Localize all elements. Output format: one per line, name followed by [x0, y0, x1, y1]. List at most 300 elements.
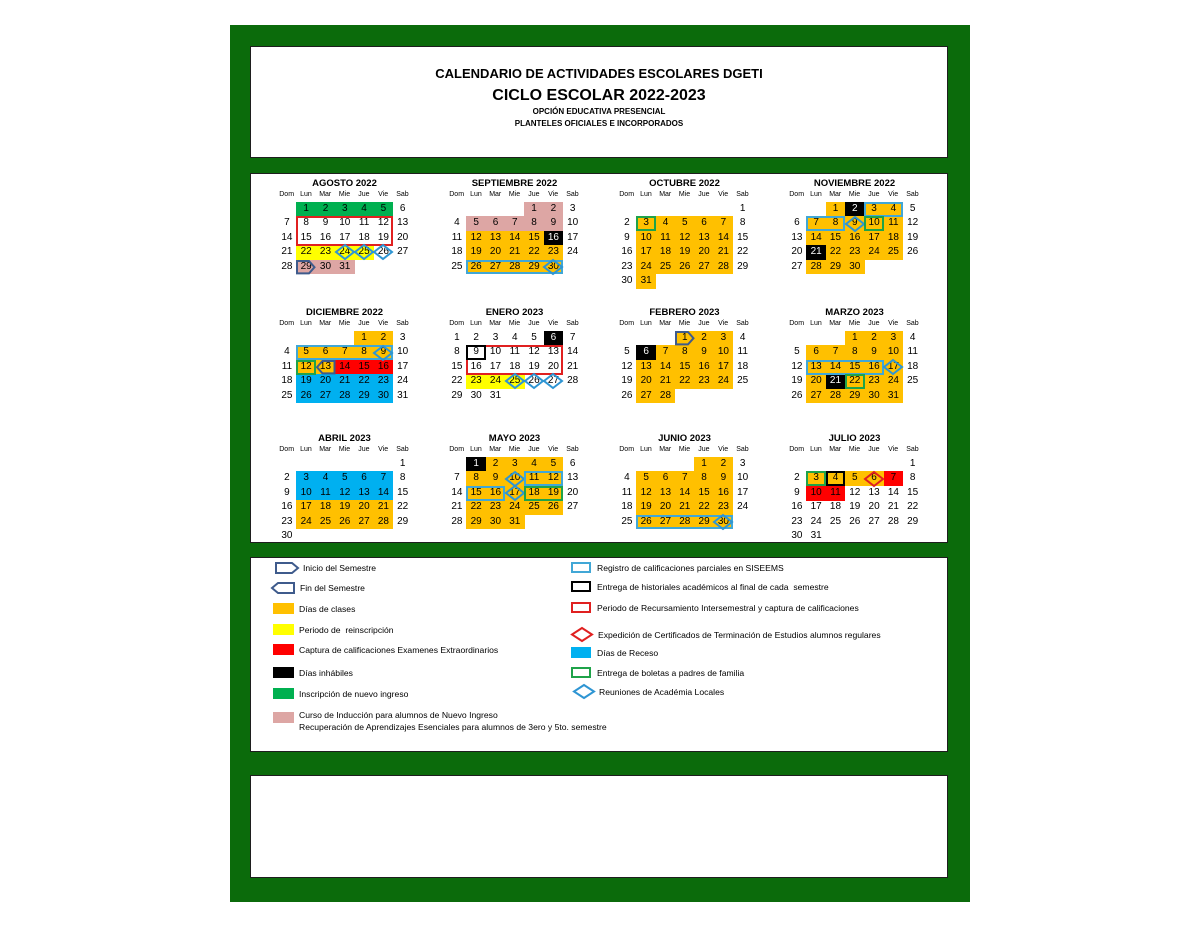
weekday-label: Lun	[300, 446, 312, 453]
weekday-label: Mie	[508, 446, 521, 453]
day-cell: 17	[489, 360, 502, 372]
day-cell: 30	[470, 389, 482, 401]
weekday-label: Mar	[829, 320, 842, 327]
day-cell: 19	[621, 375, 633, 387]
day-cell: 16	[714, 486, 734, 501]
day-cell: 10	[339, 217, 351, 229]
diamond-icon	[373, 244, 393, 260]
day-cell: 7	[884, 471, 904, 486]
day-cell: 16	[864, 360, 884, 375]
day-cell: 4	[656, 216, 676, 231]
day-cell: 18	[316, 500, 336, 515]
weekday-label: Vie	[718, 191, 729, 198]
weekday-label: Mie	[848, 446, 861, 453]
day-cell: 31	[810, 530, 822, 541]
month-block	[447, 178, 582, 288]
day-cell: 5	[531, 332, 537, 343]
day-cell: 11	[737, 346, 748, 358]
day-cell: 7	[505, 216, 525, 231]
day-cell: 22	[296, 245, 316, 260]
weekday-label: Dom	[619, 320, 635, 327]
weekday-label: Mar	[489, 446, 502, 453]
day-cell: 23	[374, 374, 394, 389]
month-title: JULIO 2023	[828, 433, 881, 444]
legend-label: Reuniones de Académia Locales	[599, 687, 725, 697]
day-cell: 5	[335, 471, 355, 486]
day-cell: 12	[907, 217, 919, 229]
day-cell: 22	[466, 500, 486, 515]
month-block	[617, 178, 752, 288]
day-cell: 11	[826, 486, 846, 501]
day-cell: 25	[281, 389, 293, 401]
red-swatch-icon	[273, 644, 294, 655]
weekday-label: Jue	[698, 191, 710, 198]
outline-box-marker	[296, 360, 316, 375]
day-cell: 11	[358, 217, 370, 229]
day-cell: 8	[675, 345, 695, 360]
day-cell: 23	[694, 374, 714, 389]
day-cell: 10	[397, 346, 409, 358]
day-cell: 15	[845, 360, 865, 375]
day-cell: 24	[486, 374, 506, 389]
day-cell: 9	[486, 471, 506, 486]
day-cell: 13	[486, 231, 506, 246]
educational-option: OPCIÓN EDUCATIVA PRESENCIAL	[532, 107, 666, 116]
day-cell: 15	[451, 360, 463, 372]
outline-box-marker	[466, 345, 486, 360]
day-cell: 10	[864, 216, 884, 231]
day-cell: 14	[567, 346, 579, 358]
weekday-label: Jue	[528, 320, 540, 327]
day-cell: 21	[656, 374, 676, 389]
day-cell: 26	[636, 515, 656, 530]
weekday-label: Sab	[736, 191, 749, 198]
weekday-label: Dom	[449, 191, 465, 198]
weekday-label: Mar	[829, 191, 842, 198]
day-cell: 19	[849, 501, 861, 513]
day-cell: 9	[284, 486, 290, 498]
day-cell: 17	[884, 360, 904, 375]
legend-label: Inscripción de nuevo ingreso	[299, 689, 409, 699]
day-cell: 13	[636, 360, 656, 375]
day-cell: 12	[335, 486, 355, 501]
day-cell: 1	[354, 331, 374, 346]
start-arrow-icon	[296, 260, 316, 274]
day-cell: 4	[512, 332, 518, 343]
day-cell: 27	[806, 389, 826, 404]
weekday-label: Vie	[378, 446, 389, 453]
day-cell: 21	[567, 360, 579, 372]
weekday-label: Mar	[659, 191, 672, 198]
day-cell: 5	[374, 202, 394, 217]
day-cell: 15	[397, 486, 409, 498]
day-cell: 6	[794, 217, 800, 229]
day-cell: 21	[281, 246, 293, 258]
day-cell: 18	[737, 360, 749, 372]
day-cell: 17	[714, 360, 734, 375]
day-cell: 6	[694, 216, 714, 231]
weekday-label: Sab	[736, 320, 749, 327]
day-cell: 16	[470, 360, 482, 372]
day-cell: 25	[354, 245, 374, 260]
blue-diamond-icon	[573, 684, 595, 699]
day-cell: 25	[505, 374, 525, 389]
day-cell: 4	[316, 471, 336, 486]
day-cell: 2	[316, 202, 336, 217]
blank-notes-box	[250, 775, 948, 878]
day-cell: 29	[354, 389, 374, 404]
diamond-icon	[543, 259, 563, 275]
weekday-label: Sab	[566, 446, 579, 453]
day-cell: 22	[451, 375, 463, 387]
blue-swatch-icon	[571, 647, 591, 658]
day-cell: 12	[528, 346, 540, 358]
day-cell: 3	[739, 458, 746, 469]
day-cell: 19	[466, 245, 486, 260]
day-cell: 5	[675, 216, 695, 231]
day-cell: 21	[826, 374, 846, 389]
legend-label: Expedición de Certificados de Terminación de Estudios alumnos regulares	[598, 630, 881, 640]
weekday-label: Vie	[378, 320, 389, 327]
month-block	[447, 307, 582, 417]
day-cell: 7	[826, 345, 846, 360]
weekday-label: Lun	[470, 320, 482, 327]
yellow-swatch-icon	[273, 624, 294, 635]
day-cell: 3	[806, 471, 826, 486]
day-cell: 31	[636, 274, 656, 289]
day-cell: 9	[714, 471, 734, 486]
day-cell: 2	[694, 331, 714, 346]
day-cell: 21	[335, 374, 355, 389]
day-cell: 17	[864, 231, 884, 246]
legend	[250, 557, 948, 752]
day-cell: 28	[451, 515, 463, 527]
day-cell: 3	[505, 457, 525, 472]
day-cell: 13	[397, 217, 409, 229]
day-cell: 4	[354, 202, 374, 217]
day-cell: 12	[296, 360, 316, 375]
day-cell: 3	[296, 471, 316, 486]
legend-label: Inicio del Semestre	[303, 563, 377, 573]
day-cell: 15	[694, 486, 714, 501]
outline-box-marker	[524, 471, 563, 486]
weekday-label: Dom	[449, 320, 465, 327]
day-cell: 21	[505, 245, 525, 260]
outline-box-marker	[636, 216, 656, 231]
day-cell: 11	[621, 486, 633, 498]
day-cell: 2	[544, 202, 564, 217]
day-cell: 6	[636, 345, 656, 360]
day-cell: 18	[524, 486, 544, 501]
day-cell: 17	[810, 501, 822, 513]
day-cell: 16	[281, 501, 293, 513]
day-cell: 15	[354, 360, 374, 375]
weekday-label: Lun	[300, 320, 312, 327]
weekday-label: Dom	[619, 446, 635, 453]
day-cell: 30	[845, 260, 865, 275]
weekday-label: Jue	[528, 446, 540, 453]
day-cell: 25	[656, 260, 676, 275]
weekday-label: Dom	[279, 320, 295, 327]
day-cell: 25	[316, 515, 336, 530]
day-cell: 25	[829, 515, 842, 527]
day-cell: 3	[884, 331, 904, 346]
day-cell: 8	[454, 346, 460, 358]
weekday-label: Jue	[868, 191, 880, 198]
day-cell: 9	[624, 231, 630, 243]
day-cell: 20	[486, 245, 506, 260]
diamond-icon	[505, 485, 525, 501]
day-cell: 4	[739, 332, 746, 343]
diamond-icon	[883, 359, 903, 375]
day-cell: 16	[319, 231, 332, 243]
month-block	[277, 433, 412, 543]
day-cell: 29	[397, 515, 409, 527]
day-cell: 22	[826, 245, 846, 260]
weekday-label: Vie	[548, 446, 559, 453]
day-cell: 20	[656, 500, 676, 515]
red-outline-box-icon	[571, 602, 591, 613]
day-cell: 23	[486, 500, 506, 515]
weekday-label: Sab	[396, 446, 409, 453]
day-cell: 1	[296, 202, 316, 217]
month-title: SEPTIEMBRE 2022	[471, 178, 558, 189]
day-cell: 8	[524, 216, 544, 231]
day-cell: 16	[621, 246, 633, 258]
day-cell: 18	[829, 501, 842, 513]
day-cell: 11	[509, 346, 520, 358]
day-cell: 7	[284, 217, 290, 229]
day-cell: 28	[335, 389, 355, 404]
weekday-label: Mie	[508, 191, 521, 198]
day-cell: 4	[524, 457, 544, 472]
day-cell: 27	[486, 260, 506, 275]
start-arrow-icon	[675, 331, 695, 345]
day-cell: 19	[528, 360, 540, 372]
day-cell: 21	[887, 501, 899, 513]
day-cell: 23	[544, 245, 564, 260]
day-cell: 6	[864, 471, 884, 486]
day-cell: 16	[486, 486, 506, 501]
day-cell: 28	[567, 375, 579, 387]
day-cell: 22	[397, 501, 409, 513]
day-cell: 8	[909, 472, 916, 484]
weekday-label: Jue	[698, 446, 710, 453]
day-cell: 22	[354, 374, 374, 389]
day-cell: 24	[335, 245, 355, 260]
day-cell: 7	[675, 471, 695, 486]
day-cell: 2	[845, 202, 865, 217]
day-cell: 3	[569, 203, 576, 214]
day-cell: 9	[544, 216, 564, 231]
day-cell: 18	[907, 360, 919, 372]
day-cell: 2	[864, 331, 884, 346]
day-cell: 14	[714, 231, 734, 246]
day-cell: 6	[544, 331, 564, 346]
weekday-label: Jue	[358, 191, 370, 198]
weekday-label: Dom	[789, 191, 805, 198]
day-cell: 3	[335, 202, 355, 217]
header-box	[250, 46, 948, 158]
day-cell: 8	[399, 472, 406, 484]
day-cell: 1	[739, 203, 746, 214]
weekday-label: Mie	[508, 320, 521, 327]
day-cell: 10	[636, 231, 656, 246]
weekday-label: Sab	[736, 446, 749, 453]
day-cell: 28	[675, 515, 695, 530]
legend-label: Fin del Semestre	[300, 583, 365, 593]
outline-box-marker	[296, 216, 393, 245]
day-cell: 8	[694, 471, 714, 486]
day-cell: 9	[322, 217, 329, 229]
weekday-label: Dom	[279, 191, 295, 198]
weekday-label: Vie	[378, 191, 389, 198]
weekday-label: Lun	[640, 191, 652, 198]
day-cell: 16	[374, 360, 394, 375]
day-cell: 23	[845, 245, 865, 260]
day-cell: 23	[791, 515, 803, 527]
day-cell: 13	[868, 486, 880, 498]
day-cell: 31	[505, 515, 525, 530]
day-cell: 14	[806, 231, 826, 246]
day-cell: 3	[714, 331, 734, 346]
weekday-label: Mie	[678, 191, 691, 198]
month-block	[447, 433, 582, 543]
outline-box-marker	[806, 471, 826, 486]
day-cell: 13	[806, 360, 826, 375]
day-cell: 27	[354, 515, 374, 530]
day-cell: 27	[694, 260, 714, 275]
day-cell: 25	[451, 260, 463, 272]
day-cell: 9	[374, 345, 394, 360]
month-title: MAYO 2023	[488, 433, 541, 444]
day-cell: 2	[714, 457, 734, 472]
day-cell: 6	[569, 458, 576, 469]
weekday-label: Lun	[300, 191, 312, 198]
day-cell: 6	[316, 345, 336, 360]
weekday-label: Dom	[789, 320, 805, 327]
weekday-label: Mie	[338, 446, 351, 453]
weekday-label: Vie	[888, 191, 899, 198]
day-cell: 21	[675, 500, 695, 515]
weekday-label: Mie	[678, 320, 691, 327]
day-cell: 23	[621, 260, 633, 272]
weekday-label: Mar	[319, 320, 332, 327]
day-cell: 8	[303, 217, 309, 229]
day-cell: 10	[714, 345, 734, 360]
day-cell: 15	[826, 231, 846, 246]
day-cell: 30	[374, 389, 394, 404]
day-cell: 28	[281, 260, 293, 272]
day-cell: 30	[621, 275, 633, 286]
day-cell: 6	[806, 345, 826, 360]
day-cell: 8	[845, 345, 865, 360]
day-cell: 25	[524, 500, 544, 515]
day-cell: 28	[806, 260, 826, 275]
day-cell: 14	[374, 486, 394, 501]
day-cell: 6	[656, 471, 676, 486]
day-cell: 13	[547, 346, 559, 358]
day-cell: 27	[791, 260, 803, 272]
day-cell: 9	[864, 345, 884, 360]
outline-box-marker	[806, 216, 845, 231]
day-cell: 29	[296, 260, 316, 275]
day-cell: 1	[909, 458, 916, 469]
day-cell: 1	[466, 457, 486, 472]
day-cell: 16	[791, 501, 803, 513]
day-cell: 25	[621, 515, 633, 527]
school-cycle: CICLO ESCOLAR 2022-2023	[492, 87, 706, 104]
month-block	[787, 433, 922, 543]
day-cell: 11	[451, 231, 463, 243]
day-cell: 12	[377, 217, 389, 229]
weekday-label: Vie	[888, 446, 899, 453]
day-cell: 26	[675, 260, 695, 275]
weekday-label: Lun	[810, 446, 822, 453]
day-cell: 20	[694, 245, 714, 260]
start-arrow-icon	[275, 562, 299, 574]
day-cell: 5	[794, 346, 800, 358]
day-cell: 14	[335, 360, 355, 375]
outline-box-marker	[864, 202, 903, 217]
day-cell: 4	[909, 332, 916, 343]
day-cell: 23	[281, 515, 293, 527]
day-cell: 12	[544, 471, 564, 486]
day-cell: 10	[884, 345, 904, 360]
day-cell: 17	[397, 360, 409, 372]
day-cell: 12	[849, 486, 861, 498]
legend-label: Recuperación de Aprendizajes Esenciales para alumnos de 3ero y 5to. semestre	[299, 722, 607, 732]
day-cell: 19	[296, 374, 316, 389]
day-cell: 20	[316, 374, 336, 389]
day-cell: 18	[656, 245, 676, 260]
green-swatch-icon	[273, 688, 294, 699]
day-cell: 27	[567, 501, 579, 513]
day-cell: 16	[845, 231, 865, 246]
diamond-icon	[354, 244, 374, 260]
day-cell: 6	[399, 203, 406, 214]
day-cell: 27	[636, 389, 656, 404]
day-cell: 7	[454, 472, 460, 484]
month-title: ENERO 2023	[485, 307, 544, 318]
legend-label: Periodo de Recursamiento Intersemestral y captura de calificaciones	[597, 603, 859, 613]
day-cell: 30	[714, 515, 734, 530]
day-cell: 28	[656, 389, 676, 404]
day-cell: 7	[335, 345, 355, 360]
day-cell: 14	[656, 360, 676, 375]
day-cell: 30	[544, 260, 564, 275]
outline-box-marker	[806, 360, 884, 375]
pink-swatch-icon	[273, 712, 294, 723]
day-cell: 18	[509, 360, 521, 372]
day-cell: 7	[656, 345, 676, 360]
day-cell: 13	[694, 231, 714, 246]
day-cell: 18	[621, 501, 633, 513]
day-cell: 20	[567, 486, 579, 498]
schools-scope: PLANTELES OFICIALES E INCORPORADOS	[514, 119, 684, 128]
day-cell: 17	[567, 231, 579, 243]
legend-label: Días de clases	[299, 604, 356, 614]
weekday-label: Lun	[640, 446, 652, 453]
day-cell: 17	[737, 486, 749, 498]
end-arrow-icon	[271, 582, 295, 594]
day-cell: 24	[567, 246, 579, 258]
day-cell: 24	[636, 260, 656, 275]
day-cell: 14	[826, 360, 846, 375]
day-cell: 7	[569, 332, 576, 343]
day-cell: 28	[714, 260, 734, 275]
calendar-grid	[250, 173, 948, 543]
